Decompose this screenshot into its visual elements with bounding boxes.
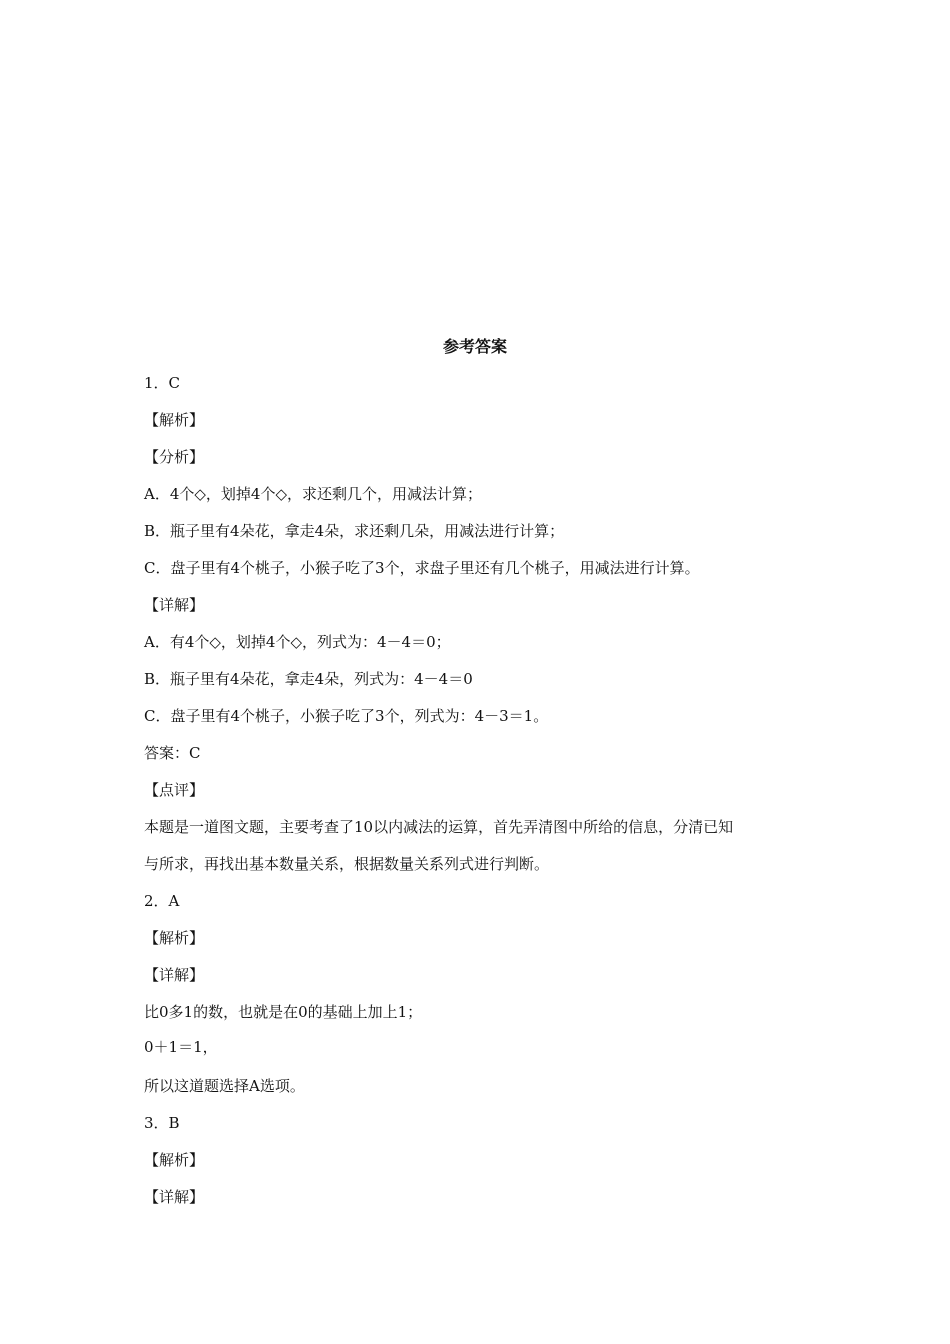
comment-line-1: 本题是一道图文题，主要考查了10以内减法的运算，首先弄清图中所给的信息，分清已知 <box>144 818 734 836</box>
section-tag-jiexi: 【解析】 <box>144 411 205 429</box>
detail-2-line-2: 所以这道题选择A选项。 <box>144 1077 305 1095</box>
detail-2-line-1: 比0多1的数，也就是在0的基础上加上1； <box>144 1003 423 1021</box>
page-title: 参考答案 <box>442 337 507 356</box>
section-tag-xiangjie: 【详解】 <box>144 596 205 614</box>
answer-2-heading: 2．A <box>144 892 180 910</box>
section-tag-fenxi: 【分析】 <box>144 448 205 466</box>
answer-1-heading: 1．C <box>144 374 181 392</box>
detail-line-c: C．盘子里有4个桃子，小猴子吃了3个，列式为：4－3＝1。 <box>144 707 549 725</box>
answer-line: 答案：C <box>144 744 201 762</box>
answer-3-heading: 3．B <box>144 1114 180 1132</box>
detail-line-a: A．有4个◇，划掉4个◇，列式为：4－4＝0； <box>144 633 451 651</box>
section-tag-jiexi-3: 【解析】 <box>144 1151 205 1169</box>
detail-line-b: B．瓶子里有4朵花，拿走4朵，列式为：4－4＝0 <box>144 670 473 688</box>
analysis-line-b: B．瓶子里有4朵花，拿走4朵，求还剩几朵，用减法进行计算； <box>144 522 565 540</box>
section-tag-xiangjie-2: 【详解】 <box>144 966 205 984</box>
equation-line: 0＋1＝1， <box>144 1038 218 1056</box>
section-tag-xiangjie-3: 【详解】 <box>144 1188 205 1206</box>
comment-line-2: 与所求，再找出基本数量关系，根据数量关系列式进行判断。 <box>144 855 550 873</box>
analysis-line-a: A．4个◇，划掉4个◇，求还剩几个，用减法计算； <box>144 485 482 503</box>
analysis-line-c: C．盘子里有4个桃子，小猴子吃了3个，求盘子里还有几个桃子，用减法进行计算。 <box>144 559 700 577</box>
section-tag-dianping: 【点评】 <box>144 781 205 799</box>
section-tag-jiexi-2: 【解析】 <box>144 929 205 947</box>
